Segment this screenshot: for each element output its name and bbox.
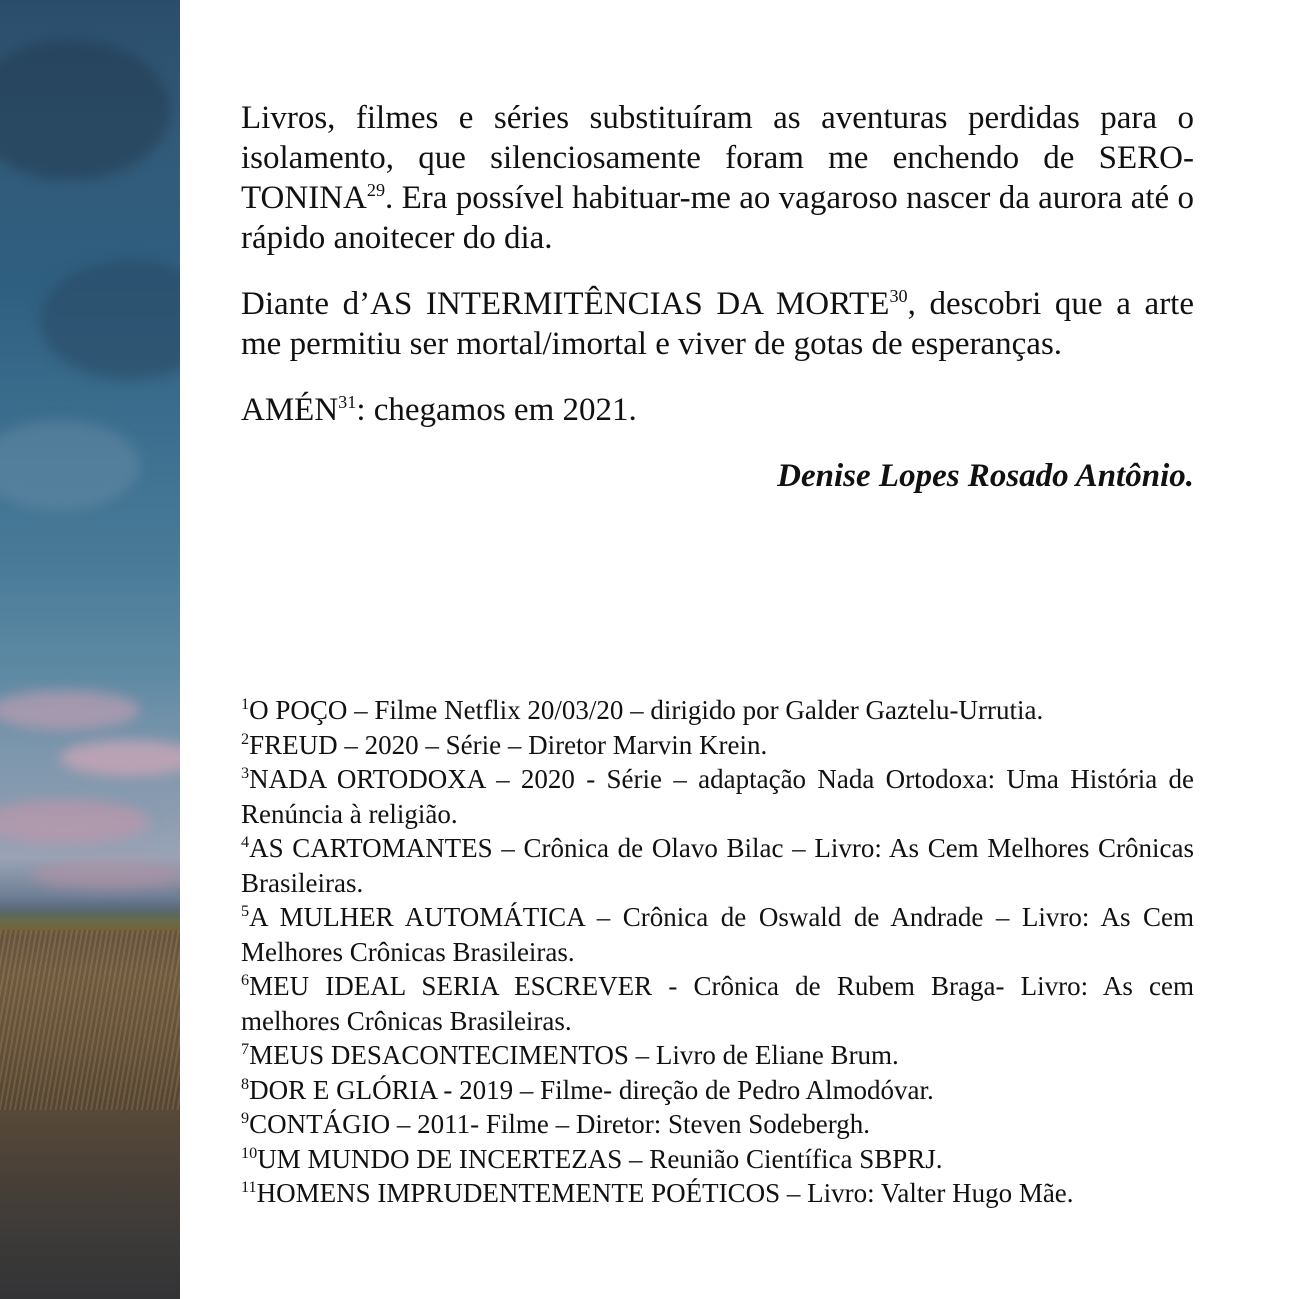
footnote-number: 7 xyxy=(241,1040,250,1058)
cloud-shape xyxy=(0,420,140,510)
cloud-shape xyxy=(40,260,180,380)
sky-landscape-photo xyxy=(0,0,180,1299)
footnote: $^{10}$UM MUNDO DE INCERTEZAS – Reunião Científica SBPRJ. xyxy=(241,1143,943,1174)
footnote-ref: 30 xyxy=(889,286,908,306)
footnote-number: 5 xyxy=(241,902,250,920)
pink-cloud-shape xyxy=(0,690,140,730)
footnote-number: 10 xyxy=(241,1143,258,1162)
cloud-shape xyxy=(0,40,170,180)
footnote: $^6$MEU IDEAL SERIA ESCREVER - Crônica de Rubem Braga- Livro: As cem melhores Crônicas Brasileiras. xyxy=(241,971,1194,1036)
pink-cloud-shape xyxy=(60,740,180,776)
footnote: $^8$DOR E GLÓRIA - 2019 – Filme- direção de Pedro Almodóvar. xyxy=(241,1074,934,1105)
paragraph: Diante d’AS INTERMITÊNCIAS DA MORTE$^{30}$, descobri que a arte me permitiu ser mortal/imortal e viver de gotas de esperanças. xyxy=(241,286,1194,362)
footnote: $^3$NADA ORTODOXA – 2020 - Série – adaptação Nada Ortodoxa: Uma História de Renúncia à religião. xyxy=(241,764,1194,829)
dry-grass-field xyxy=(0,930,180,1110)
footnote-ref: 29 xyxy=(366,180,386,200)
footnote: $^1$O POÇO – Filme Netflix 20/03/20 – dirigido por Galder Gaztelu-Urrutia. xyxy=(241,695,1044,725)
footnote: $^5$A MULHER AUTOMÁTICA – Crônica de Oswald de Andrade – Livro: As Cem Melhores Crônicas Brasileiras. xyxy=(241,902,1194,967)
footnote-number: 3 xyxy=(241,764,250,782)
paragraph: Livros, filmes e séries substituíram as aventuras perdidas para o isolamento, que silenciosamente foram me enchendo de SEROTONINA$^{29}$. Era possível habituar-me ao vagaroso nascer da aurora até o rápido anoitecer do dia. xyxy=(241,100,1194,256)
footnote: $^9$CONTÁGIO – 2011- Filme – Diretor: Steven Sodebergh. xyxy=(241,1109,871,1139)
footnote: $^{11}$HOMENS IMPRUDENTEMENTE POÉTICOS – Livro: Valter Hugo Mãe. xyxy=(241,1178,1074,1208)
pink-cloud-shape xyxy=(30,860,180,890)
footnote-ref: 31 xyxy=(338,392,357,412)
footnote-number: 11 xyxy=(241,1178,257,1196)
footnote-number: 6 xyxy=(241,971,250,989)
body-text xyxy=(241,98,1194,496)
footnote: $^7$MEUS DESACONTECIMENTOS – Livro de Eliane Brum. xyxy=(241,1040,899,1070)
pink-cloud-shape xyxy=(0,800,150,844)
footnote-number: 8 xyxy=(241,1074,250,1093)
footnote: $^2$FREUD – 2020 – Série – Diretor Marvin Krein. xyxy=(241,729,768,760)
footnote-number: 1 xyxy=(241,695,250,713)
footnote-number: 2 xyxy=(241,729,250,748)
paragraph: AMÉN$^{31}$: chegamos em 2021. xyxy=(241,392,637,428)
footnote: $^4$AS CARTOMANTES – Crônica de Olavo Bilac – Livro: As Cem Melhores Crônicas Brasileiras. xyxy=(241,833,1194,898)
footnote-number: 9 xyxy=(241,1109,250,1127)
footnotes-list xyxy=(241,693,1194,1211)
footnote-number: 4 xyxy=(241,833,250,851)
author-signature: Denise Lopes Rosado Antônio. xyxy=(777,458,1194,494)
